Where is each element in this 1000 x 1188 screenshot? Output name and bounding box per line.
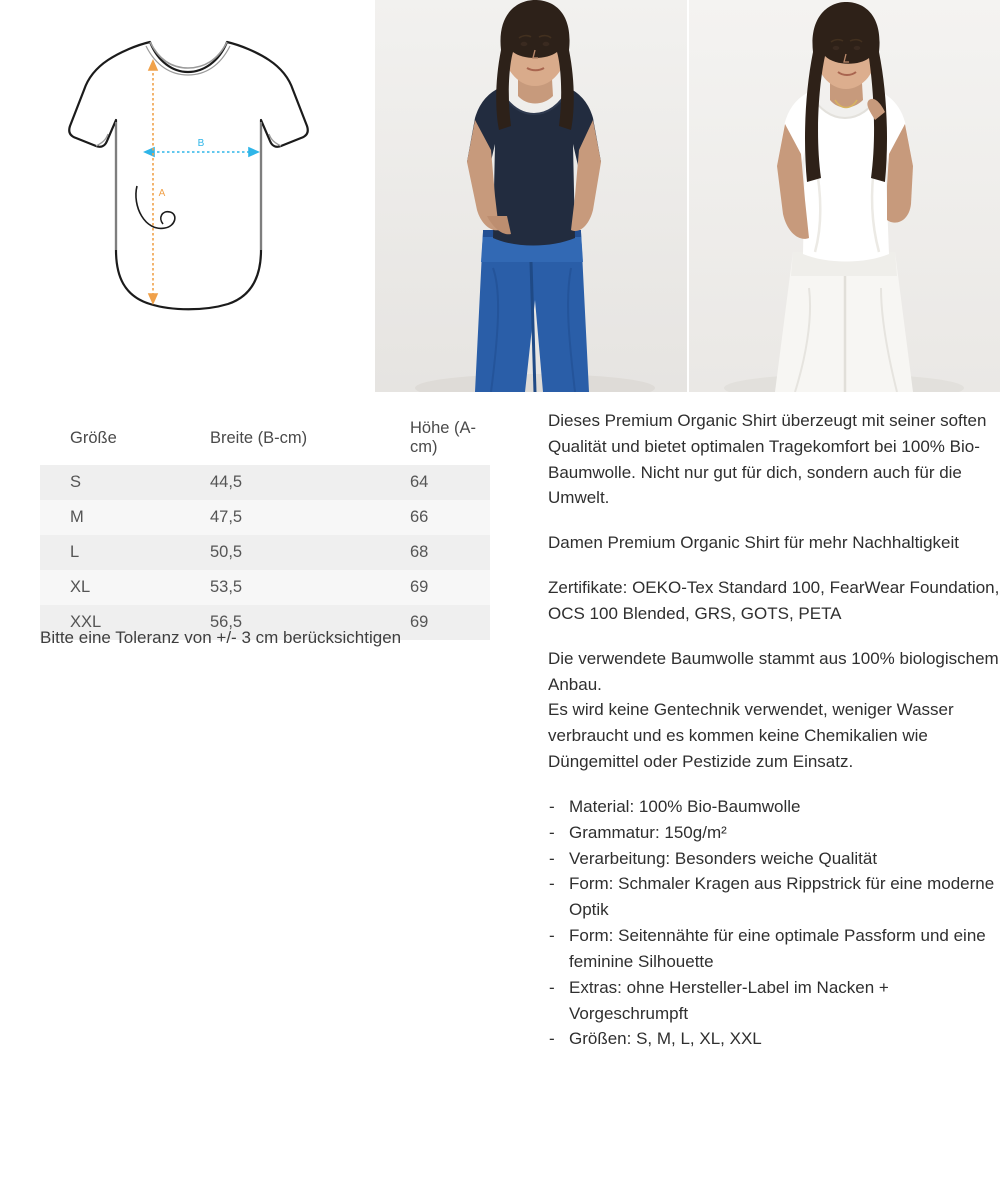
table-row: [40, 570, 490, 605]
tolerance-note: Bitte eine Toleranz von +/- 3 cm berücksichtigen: [40, 628, 402, 647]
description-intro: Dieses Premium Organic Shirt überzeugt mit seiner soften Qualität und bietet optimalen Tragekomfort bei 100% Bio-Baumwolle. Nicht nur gut für dich, sondern auch für die Umwelt.: [548, 411, 987, 508]
table-header-height: Höhe (A-cm): [410, 419, 477, 456]
cell-height: 66: [410, 508, 429, 526]
model-white-shirt-photo: [689, 0, 1000, 392]
table-row: [40, 465, 490, 500]
cell-height: 69: [410, 578, 429, 596]
cell-height: 68: [410, 543, 429, 561]
cell-size: M: [70, 508, 84, 526]
cell-width: 50,5: [210, 543, 243, 561]
cell-width: 56,5: [210, 613, 243, 631]
list-item: - Form: Seitennähte für eine optimale Passform und eine feminine Silhouette: [548, 923, 1000, 975]
table-row: [40, 535, 490, 570]
description-certificates: Zertifikate: OEKO-Tex Standard 100, FearWear Foundation, OCS 100 Blended, GRS, GOTS, PETA: [548, 578, 1000, 623]
product-images-row: [0, 0, 1000, 392]
description-subtitle: Damen Premium Organic Shirt für mehr Nachhaltigkeit: [548, 533, 959, 553]
size-table: [40, 411, 490, 640]
description-cotton-origin: Die verwendete Baumwolle stammt aus 100% biologischem Anbau.: [548, 648, 999, 694]
cell-width: 47,5: [210, 508, 243, 526]
list-item: - Grammatur: 150g/m²: [548, 820, 1000, 846]
table-header-row: [40, 411, 490, 465]
description-cotton-details: Es wird keine Gentechnik verwendet, weniger Wasser verbraucht und es kommen keine Chemikalien wie Düngemittel oder Pestizide zum Einsatz.: [548, 700, 954, 772]
cell-width: 44,5: [210, 473, 243, 491]
product-description: [548, 408, 1000, 1052]
list-item: - Extras: ohne Hersteller-Label im Nacken + Vorgeschrumpft: [548, 975, 1000, 1027]
cell-height: 69: [410, 613, 429, 631]
cell-size: S: [70, 473, 82, 491]
list-item: - Form: Schmaler Kragen aus Rippstrick für eine moderne Optik: [548, 871, 1000, 923]
cell-size: XXL: [70, 613, 102, 631]
list-item: - Verarbeitung: Besonders weiche Qualität: [548, 846, 1000, 872]
cell-width: 53,5: [210, 578, 243, 596]
table-header-width: Breite (B-cm): [210, 428, 308, 447]
feature-list: [548, 794, 1000, 1052]
drawing-label-a: A: [158, 188, 166, 199]
drawing-label-b: B: [197, 138, 205, 149]
technical-drawing: [0, 0, 375, 392]
model-dark-shirt-photo: [375, 0, 687, 392]
list-item: - Größen: S, M, L, XL, XXL: [548, 1026, 1000, 1052]
table-header-size: Größe: [70, 428, 117, 447]
cell-size: XL: [70, 578, 91, 596]
list-item: - Material: 100% Bio-Baumwolle: [548, 794, 1000, 820]
table-row: [40, 500, 490, 535]
cell-height: 64: [410, 473, 429, 491]
cell-size: L: [70, 543, 80, 561]
